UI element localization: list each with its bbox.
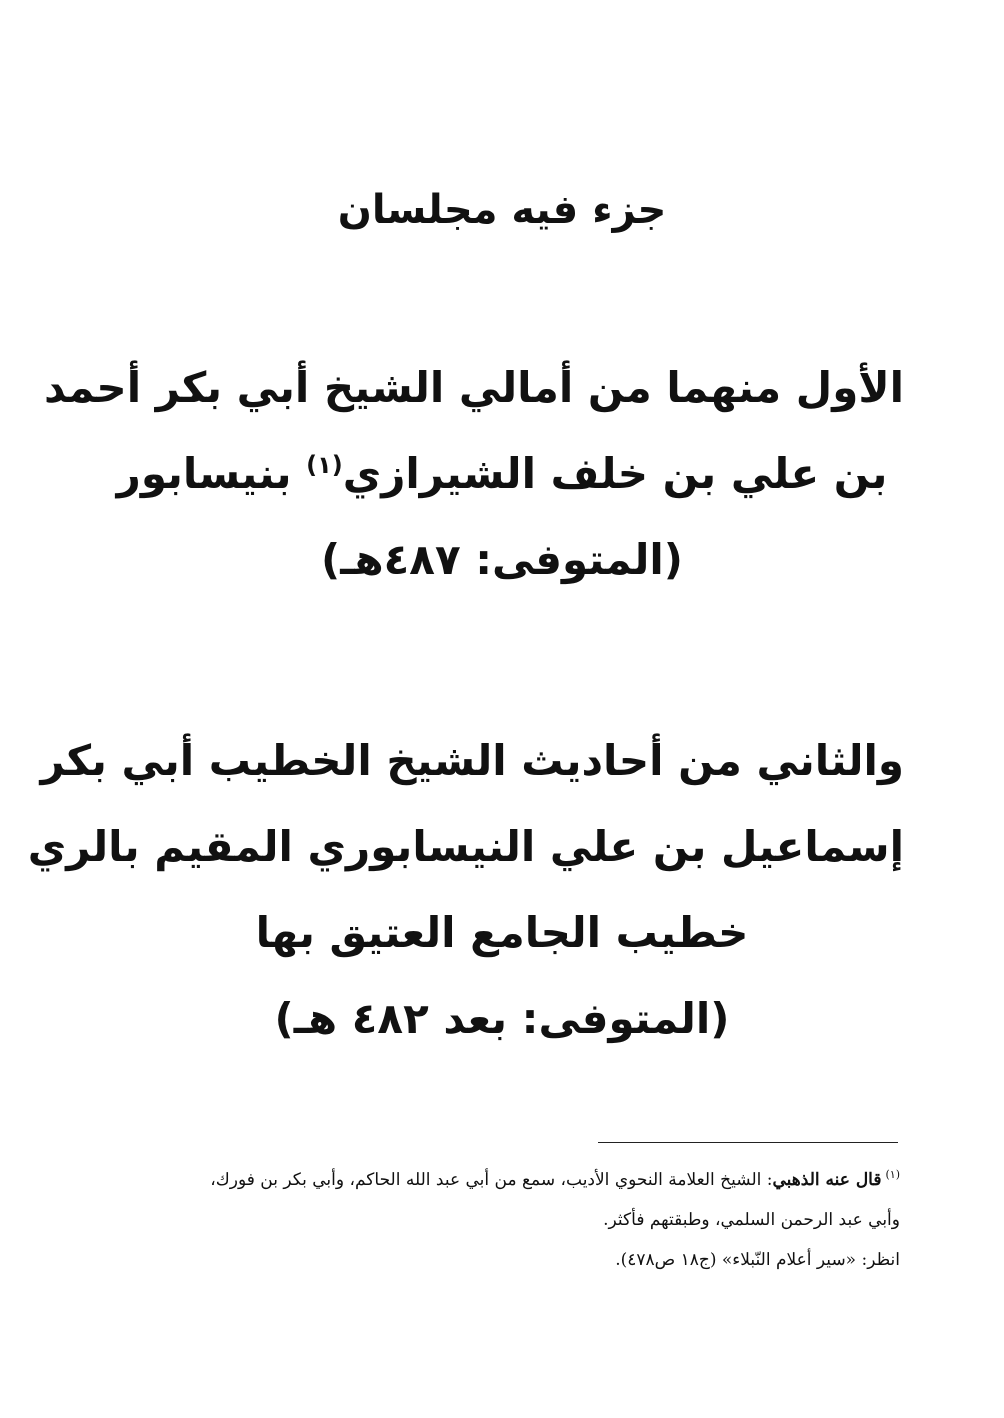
first-section-line-2 <box>100 431 904 517</box>
first-section-line-1: الأول منهما من أمالي الشيخ أبي بكر أحمد <box>44 363 904 412</box>
first-section <box>44 345 904 603</box>
first-section-line-2-tail: بنيسابور <box>116 449 292 498</box>
footnote-divider <box>598 1142 898 1143</box>
second-section-line-1: والثاني من أحاديث الشيخ الخطيب أبي بكر <box>40 736 904 785</box>
first-section-death-date: (المتوفى: ٤٨٧هـ) <box>321 535 683 584</box>
second-section-line-3: خطيب الجامع العتيق بها <box>255 908 749 957</box>
footnote-lead: قال عنه الذهبي <box>772 1170 882 1190</box>
second-section-death-date: (المتوفى: بعد ٤٨٢ هـ) <box>274 994 730 1043</box>
footnote-reference[interactable]: (١) <box>306 451 343 479</box>
document-title: جزء فيه مجلسان <box>337 187 667 233</box>
footnote-source: انظر: «سير أعلام النّبلاء» (ج١٨ ص٤٧٨). <box>615 1250 900 1270</box>
footnote-mark: (١) <box>885 1168 900 1182</box>
footnote-text-1: : الشيخ العلامة النحوي الأديب، سمع من أبي عبد الله الحاكم، وأبي بكر بن فورك، <box>210 1170 773 1190</box>
second-section-line-2: إسماعيل بن علي النيسابوري المقيم بالري <box>27 822 904 871</box>
second-section <box>27 718 904 1062</box>
footnote <box>100 1160 900 1280</box>
first-section-line-2-text: بن علي بن خلف الشيرازي <box>342 449 888 498</box>
footnote-line-2: وأبي عبد الرحمن السلمي، وطبقتهم فأكثر. <box>603 1210 900 1230</box>
footnote-line-1 <box>100 1160 900 1200</box>
